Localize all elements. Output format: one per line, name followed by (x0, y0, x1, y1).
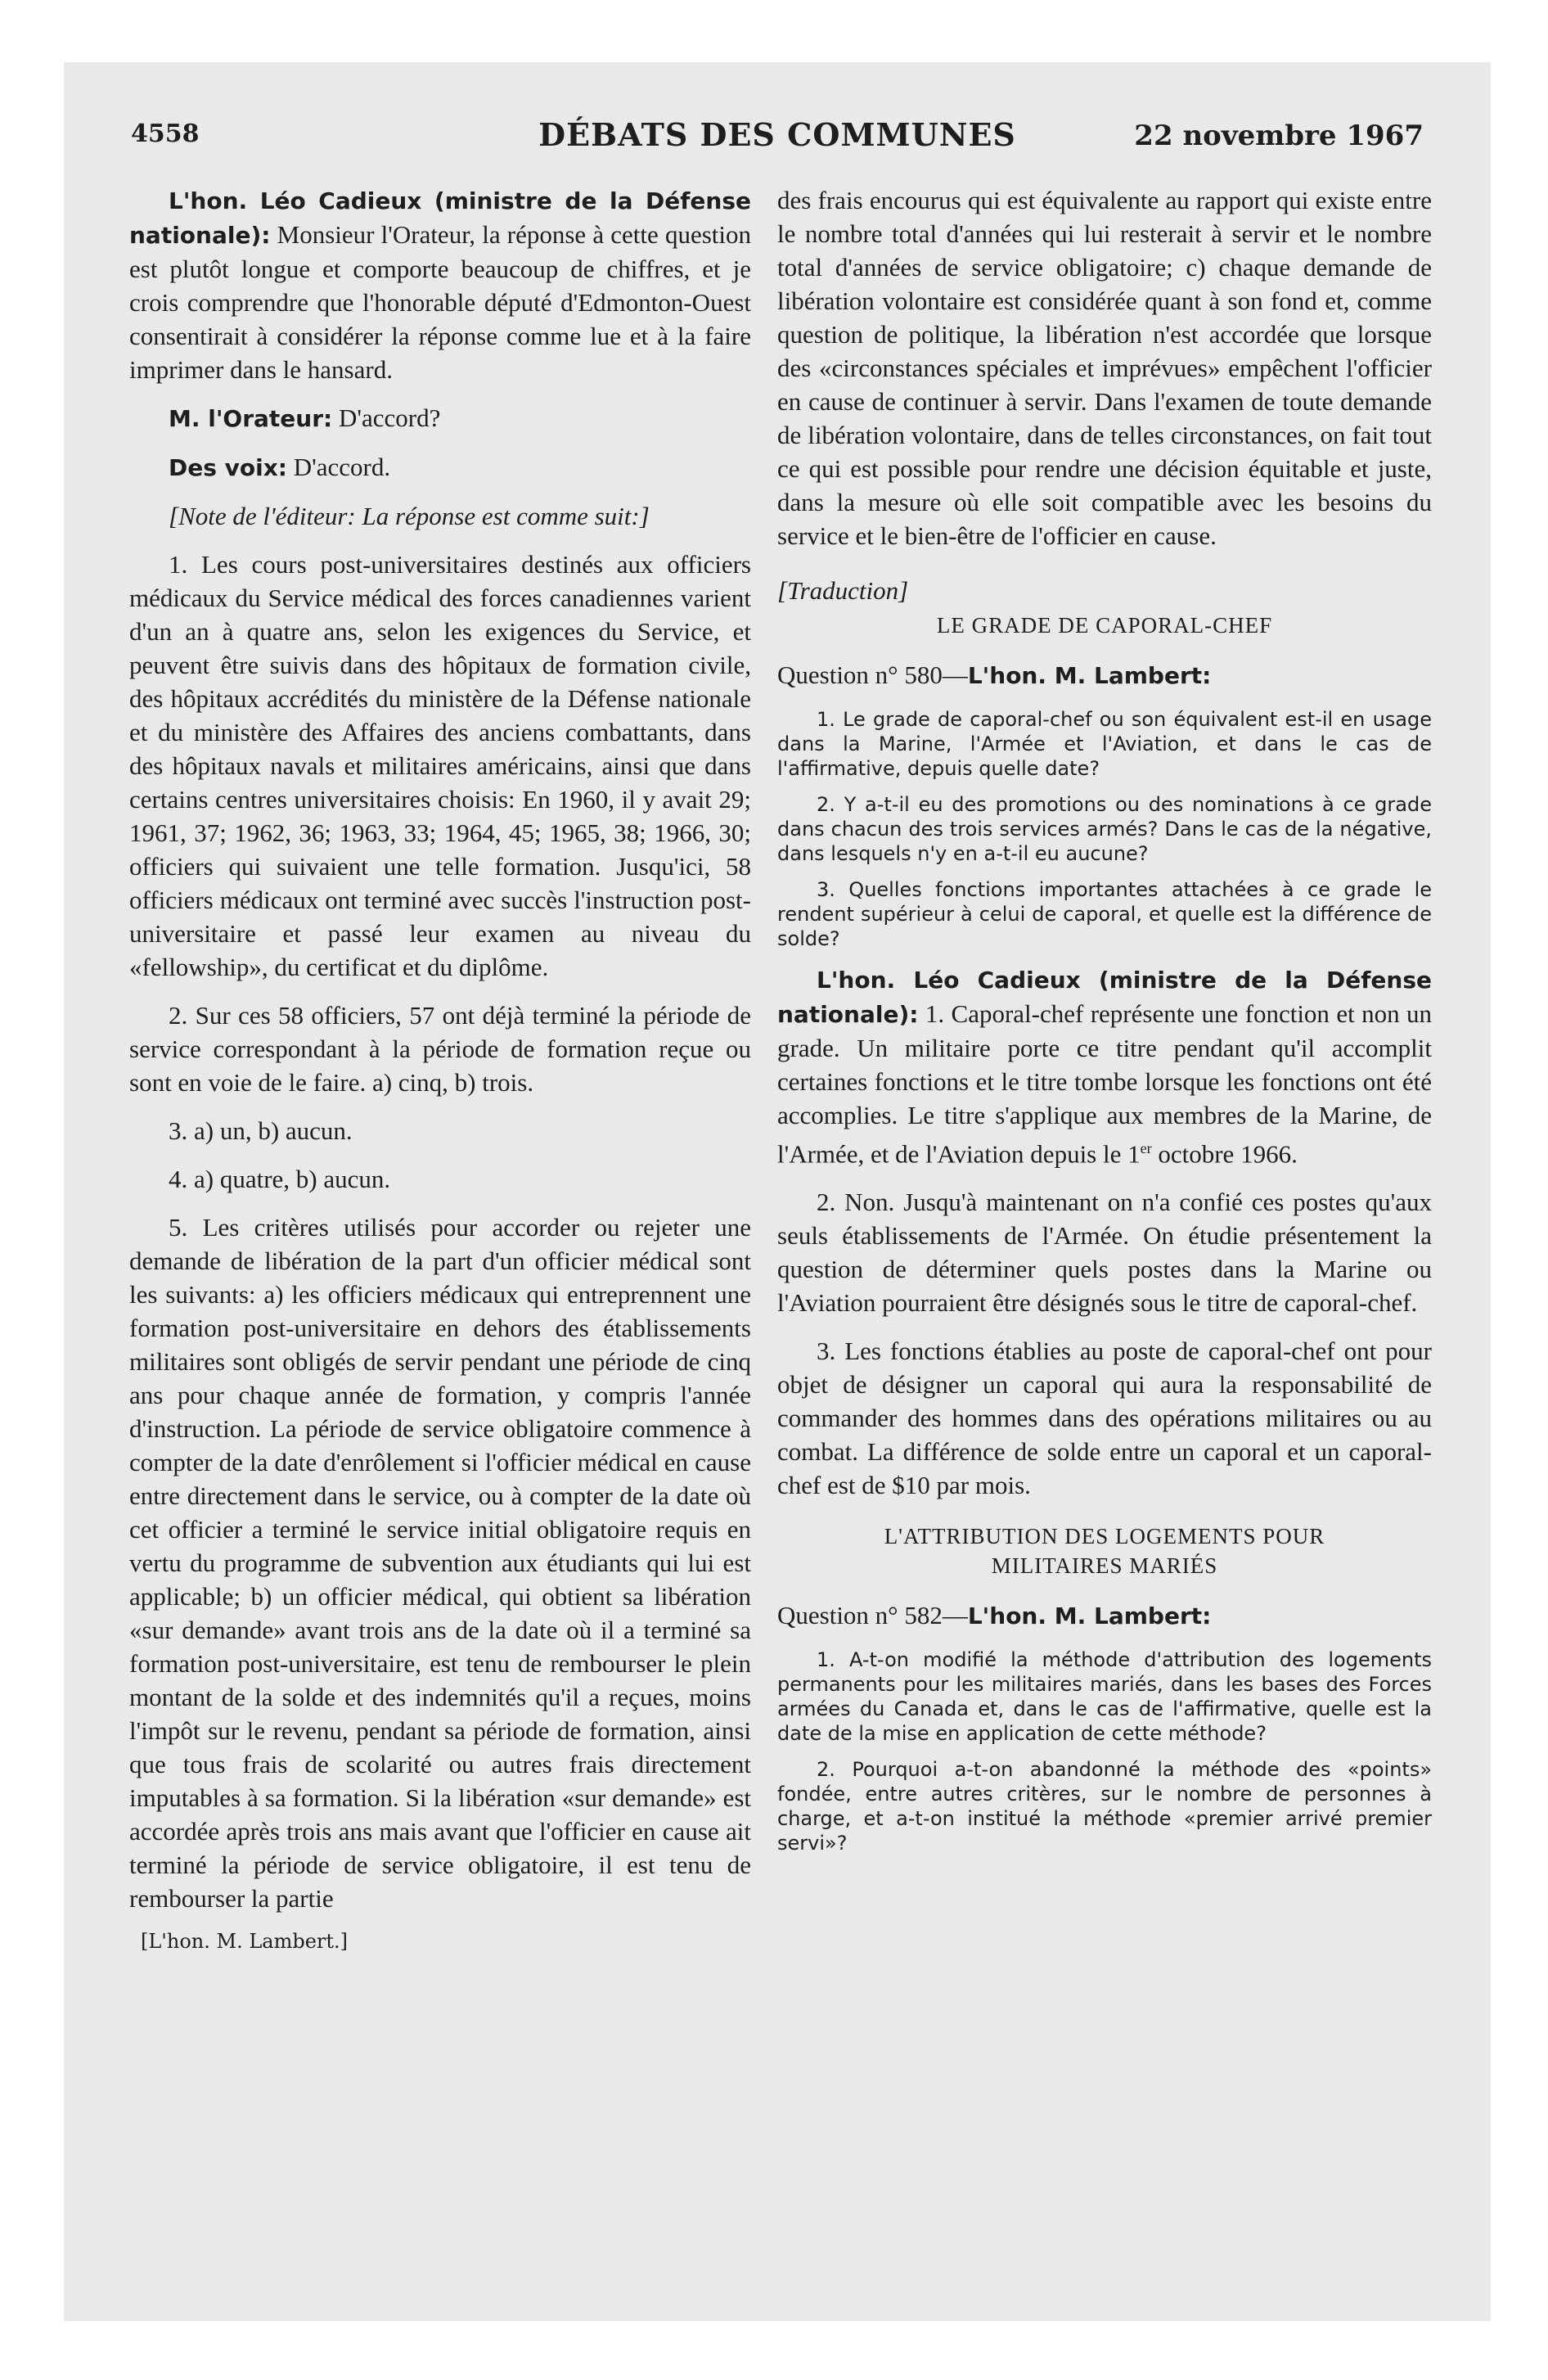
speaker: L'hon. Léo Cadieux (ministre de la Défense nationale): (129, 187, 751, 249)
heading-line: L'ATTRIBUTION DES LOGEMENTS POUR (884, 1524, 1325, 1549)
speech-text: Monsieur l'Orateur, la réponse à cette question est plutôt longue et comporte beaucoup de chiffres, et je crois comprendre que l'honorable député d'Edmonton-Ouest consentirait à considérer la réponse comme lue et à la faire imprimer dans le hansard. (129, 220, 751, 384)
question-item: 1. Le grade de caporal-chef ou son équivalent est-il en usage dans la Marine, l'Armée et l'Aviation, et dans le cas de l'affirmative, depuis quelle date? (777, 708, 1432, 780)
signoff: [L'hon. M. Lambert.] (141, 1930, 349, 1953)
paragraph (129, 183, 751, 386)
question-label: Question n° 582— (777, 1601, 968, 1630)
running-title: DÉBATS DES COMMUNES (538, 116, 1016, 153)
speech-text: D'accord. (293, 453, 391, 481)
answer-text: 1. Caporal-chef représente une fonction et non un grade. Un militaire porte ce titre pendant qu'il accomplit certaines fonctions et le titre tombe lorsque les fonctions ont été accomplies. Le titre s'applique aux membres de la Marine, de l'Armée, et de l'Aviation depuis le 1 (777, 999, 1432, 1169)
answer-paragraph (777, 962, 1432, 1170)
page-number: 4558 (131, 119, 200, 148)
member-name: L'hon. M. Lambert: (967, 1602, 1212, 1630)
paragraph (129, 401, 751, 435)
question-label: Question n° 580— (777, 660, 968, 689)
section-heading (777, 1521, 1432, 1580)
speech-text: D'accord? (339, 403, 441, 432)
continuation-paragraph: des frais encourus qui est équivalente au rapport qui existe entre le nombre total d'années qui lui resterait à servir et le nombre total d'années de service obligatoire; c) chaque demande de libération volontaire est considérée quant à son fond et, comme question de politique, la libération n'est accordée que lorsque des «circonstances spéciales et imprévues» empêchent l'officier en cause de continuer à servir. Dans l'examen de toute demande de libération volontaire, dans de telles circonstances, on fait tout ce qui est possible pour rendre une décision équitable et juste, dans la mesure où elle soit compatible avec les besoins du service et le bien-être de l'officier en cause. (777, 186, 1432, 550)
page-header (131, 116, 1424, 160)
member-name: L'hon. M. Lambert: (967, 662, 1212, 689)
answer-paragraph: 2. Non. Jusqu'à maintenant on n'a confié ces postes qu'aux seuls établissements de l'Armée. On étudie présentement la question de déterminer quels postes dans la Marine ou l'Aviation pourraient être désignés sous le titre de caporal-chef. (777, 1188, 1432, 1318)
answer-paragraph: 5. Les critères utilisés pour accorder ou rejeter une demande de libération de la part d'un officier médical sont les suivants: a) les officiers médicaux qui entreprennent une formation post-universitaire en dehors des établissements militaires sont obligés de servir pendant une période de cinq ans pour chaque année de formation, y compris l'année d'instruction. La période de service obligatoire commence à compter de la date d'enrôlement si l'officier médical en cause entre directement dans le service, ou à compter de la date où cet officier a terminé le service initial obligatoire requis en vertu du programme de subvention aux étudiants qui lui est applicable; b) un officier médical, qui obtient sa libération «sur demande» avant trois ans de la date où il a terminé sa formation post-universitaire, est tenu de rembourser le plein montant de la solde et des indemnités qu'il a reçues, moins l'impôt sur le revenu, pendant sa période de formation, ainsi que tous frais de scolarité ou autres frais directement imputables à sa formation. Si la libération «sur demande» est accordée après trois ans mais avant que l'officier en cause ait terminé la période de service obligatoire, il est tenu de rembourser la partie (129, 1213, 751, 1913)
answer-paragraph: 2. Sur ces 58 officiers, 57 ont déjà terminé la période de service correspondant à la période de formation reçue ou sont en voie de le faire. a) cinq, b) trois. (129, 1001, 751, 1097)
header-date: 22 novembre 1967 (1134, 119, 1424, 152)
question-item: 2. Pourquoi a-t-on abandonné la méthode des «points» fondée, entre autres critères, sur le nombre de personnes à charge, et a-t-on institué la méthode «premier arrivé premier servi»? (777, 1758, 1432, 1855)
question-line (777, 1598, 1432, 1633)
section-heading: LE GRADE DE CAPORAL-CHEF (936, 613, 1273, 638)
left-column (129, 183, 751, 1953)
speaker: Des voix: (169, 454, 287, 481)
answer-text: octobre 1966. (1151, 1139, 1298, 1169)
question-item: 1. A-t-on modifié la méthode d'attribution des logements permanents pour les militaires mariés, dans les bases des Forces armées du Canada et, dans le cas de l'affirmative, quelle est la date de la mise en application de cette méthode? (777, 1648, 1432, 1746)
answer-paragraph: 4. a) quatre, b) aucun. (169, 1165, 391, 1193)
answer-paragraph: 1. Les cours post-universitaires destinés aux officiers médicaux du Service médical des forces canadiennes varient d'un an à quatre ans, selon les exigences du Service, et peuvent être suivis dans des hôpitaux de formation civile, des hôpitaux accrédités du ministère de la Défense nationale et du ministère des Affaires des anciens combattants, dans des hôpitaux navals et militaires américains, ainsi que dans certains centres universitaires choisis: En 1960, il y avait 29; 1961, 37; 1962, 36; 1963, 33; 1964, 45; 1965, 38; 1966, 30; officiers qui suivaient une telle formation. Jusqu'ici, 58 officiers médicaux ont terminé avec succès l'instruction post-universitaire et passé leur examen au niveau du «fellowship», du certificat et du diplôme. (129, 550, 751, 981)
superscript: er (1140, 1140, 1152, 1156)
question-item: 3. Quelles fonctions importantes attachées à ce grade le rendent supérieur à celui de caporal, et quelle est la différence de solde? (777, 878, 1432, 950)
answer-paragraph: 3. a) un, b) aucun. (169, 1116, 353, 1145)
editor-note: [Note de l'éditeur: La réponse est comme suit:] (169, 502, 650, 530)
paragraph (129, 450, 751, 485)
traduction-label: [Traduction] (777, 576, 909, 605)
speaker: M. l'Orateur: (169, 405, 333, 432)
right-column (777, 183, 1432, 1867)
question-item: 2. Y a-t-il eu des promotions ou des nominations à ce grade dans chacun des trois services armés? Dans le cas de la négative, dans lesquels n'y en a-t-il eu aucune? (777, 793, 1432, 865)
answer-paragraph: 3. Les fonctions établies au poste de caporal-chef ont pour objet de désigner un caporal qui aura la responsabilité de commander des hommes dans des opérations militaires ou au combat. La différence de solde entre un caporal et un caporal-chef est de $10 par mois. (777, 1336, 1432, 1500)
heading-line: MILITAIRES MARIÉS (991, 1553, 1218, 1579)
question-line (777, 658, 1432, 692)
speaker: L'hon. Léo Cadieux (ministre de la Défense nationale): (777, 967, 1432, 1028)
